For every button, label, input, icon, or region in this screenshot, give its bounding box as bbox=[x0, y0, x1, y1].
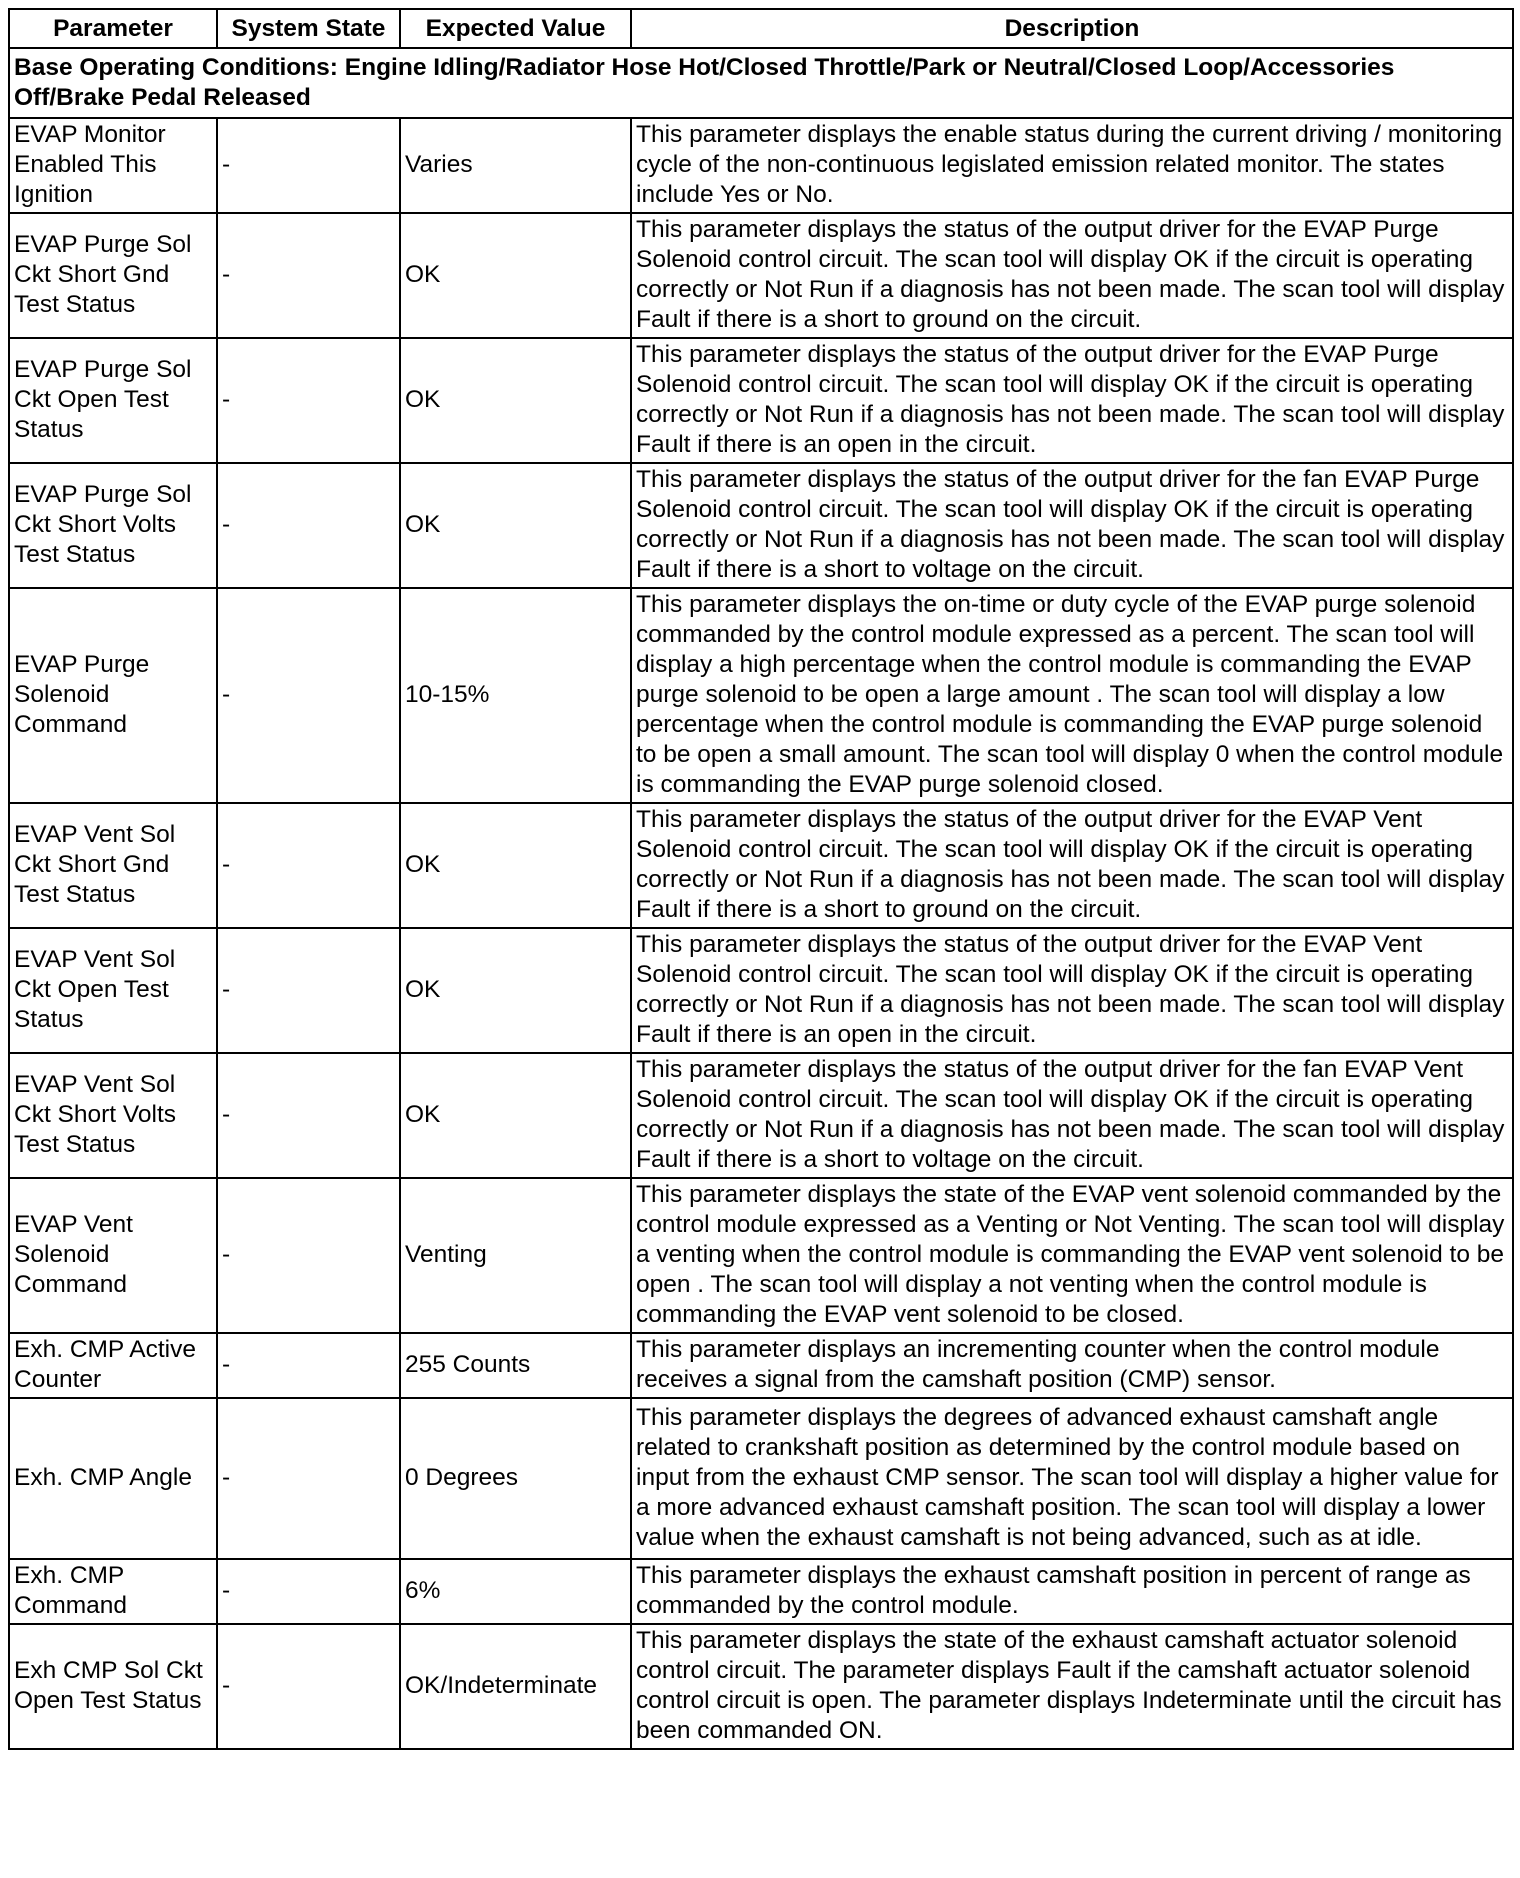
table-row bbox=[9, 1053, 1513, 1178]
cell-parameter: EVAP Vent Solenoid Command bbox=[9, 1178, 217, 1333]
header-parameter: Parameter bbox=[9, 9, 217, 48]
cell-parameter: Exh CMP Sol Ckt Open Test Status bbox=[9, 1624, 217, 1749]
cell-parameter: EVAP Purge Sol Ckt Short Volts Test Status bbox=[9, 463, 217, 588]
table-row bbox=[9, 1178, 1513, 1333]
cell-system-state: - bbox=[217, 1053, 400, 1178]
cell-system-state: - bbox=[217, 1559, 400, 1624]
cell-expected-value: 6% bbox=[400, 1559, 631, 1624]
header-system-state: System State bbox=[217, 9, 400, 48]
cell-description: This parameter displays the status of the output driver for the EVAP Vent Solenoid control circuit. The scan tool will display OK if the circuit is operating correctly or Not Run if a diagnosis has not been made. The scan tool will display Fault if there is a short to ground on the circuit. bbox=[631, 803, 1513, 928]
header-description: Description bbox=[631, 9, 1513, 48]
cell-expected-value: OK bbox=[400, 1053, 631, 1178]
cell-expected-value: Varies bbox=[400, 118, 631, 213]
cell-system-state: - bbox=[217, 803, 400, 928]
parameter-table bbox=[8, 8, 1514, 1750]
cell-system-state: - bbox=[217, 1178, 400, 1333]
cell-system-state: - bbox=[217, 213, 400, 338]
cell-description: This parameter displays the state of the EVAP vent solenoid commanded by the control module expressed as a Venting or Not Venting. The scan tool will display a venting when the control module is commanding the EVAP vent solenoid to be open . The scan tool will display a not venting when the control module is commanding the EVAP vent solenoid to be closed. bbox=[631, 1178, 1513, 1333]
cell-system-state: - bbox=[217, 588, 400, 803]
cell-expected-value: OK bbox=[400, 928, 631, 1053]
cell-description: This parameter displays the status of the output driver for the EVAP Vent Solenoid control circuit. The scan tool will display OK if the circuit is operating correctly or Not Run if a diagnosis has not been made. The scan tool will display Fault if there is an open in the circuit. bbox=[631, 928, 1513, 1053]
cell-expected-value: OK bbox=[400, 338, 631, 463]
cell-expected-value: OK bbox=[400, 803, 631, 928]
cell-expected-value: OK/Indeterminate bbox=[400, 1624, 631, 1749]
table-row bbox=[9, 1333, 1513, 1398]
header-expected-value: Expected Value bbox=[400, 9, 631, 48]
cell-system-state: - bbox=[217, 1333, 400, 1398]
cell-system-state: - bbox=[217, 118, 400, 213]
cell-parameter: EVAP Vent Sol Ckt Short Gnd Test Status bbox=[9, 803, 217, 928]
cell-parameter: Exh. CMP Angle bbox=[9, 1398, 217, 1559]
cell-description: This parameter displays the exhaust camshaft position in percent of range as commanded by the control module. bbox=[631, 1559, 1513, 1624]
cell-parameter: EVAP Monitor Enabled This Ignition bbox=[9, 118, 217, 213]
table-row bbox=[9, 1624, 1513, 1749]
conditions-row bbox=[9, 48, 1513, 118]
cell-system-state: - bbox=[217, 928, 400, 1053]
cell-system-state: - bbox=[217, 338, 400, 463]
table-row bbox=[9, 213, 1513, 338]
cell-description: This parameter displays the on-time or duty cycle of the EVAP purge solenoid commanded by the control module expressed as a percent. The scan tool will display a high percentage when the control module is commanding the EVAP purge solenoid to be open a large amount . The scan tool will display a low percentage when the control module is commanding the EVAP purge solenoid to be open a small amount. The scan tool will display 0 when the control module is commanding the EVAP purge solenoid closed. bbox=[631, 588, 1513, 803]
cell-parameter: EVAP Purge Sol Ckt Open Test Status bbox=[9, 338, 217, 463]
header-row bbox=[9, 9, 1513, 48]
cell-expected-value: OK bbox=[400, 213, 631, 338]
table-header bbox=[9, 9, 1513, 48]
cell-description: This parameter displays the state of the exhaust camshaft actuator solenoid control circuit. The parameter displays Fault if the camshaft actuator solenoid control circuit is open. The parameter displays Indeterminate until the circuit has been commanded ON. bbox=[631, 1624, 1513, 1749]
cell-parameter: EVAP Vent Sol Ckt Short Volts Test Status bbox=[9, 1053, 217, 1178]
cell-parameter: EVAP Purge Sol Ckt Short Gnd Test Status bbox=[9, 213, 217, 338]
cell-parameter: EVAP Purge Solenoid Command bbox=[9, 588, 217, 803]
table-row bbox=[9, 463, 1513, 588]
cell-expected-value: 10-15% bbox=[400, 588, 631, 803]
cell-description: This parameter displays the status of the output driver for the EVAP Purge Solenoid control circuit. The scan tool will display OK if the circuit is operating correctly or Not Run if a diagnosis has not been made. The scan tool will display Fault if there is a short to ground on the circuit. bbox=[631, 213, 1513, 338]
cell-description: This parameter displays the status of the output driver for the EVAP Purge Solenoid control circuit. The scan tool will display OK if the circuit is operating correctly or Not Run if a diagnosis has not been made. The scan tool will display Fault if there is an open in the circuit. bbox=[631, 338, 1513, 463]
table-body bbox=[9, 48, 1513, 1749]
cell-description: This parameter displays the enable status during the current driving / monitoring cycle of the non-continuous legislated emission related monitor. The states include Yes or No. bbox=[631, 118, 1513, 213]
cell-description: This parameter displays the degrees of advanced exhaust camshaft angle related to crankshaft position as determined by the control module based on input from the exhaust CMP sensor. The scan tool will display a higher value for a more advanced exhaust camshaft position. The scan tool will display a lower value when the exhaust camshaft is not being advanced, such as at idle. bbox=[631, 1398, 1513, 1559]
cell-description: This parameter displays the status of the output driver for the fan EVAP Purge Solenoid control circuit. The scan tool will display OK if the circuit is operating correctly or Not Run if a diagnosis has not been made. The scan tool will display Fault if there is a short to voltage on the circuit. bbox=[631, 463, 1513, 588]
table-row bbox=[9, 588, 1513, 803]
cell-expected-value: Venting bbox=[400, 1178, 631, 1333]
cell-parameter: Exh. CMP Active Counter bbox=[9, 1333, 217, 1398]
cell-description: This parameter displays the status of the output driver for the fan EVAP Vent Solenoid control circuit. The scan tool will display OK if the circuit is operating correctly or Not Run if a diagnosis has not been made. The scan tool will display Fault if there is a short to voltage on the circuit. bbox=[631, 1053, 1513, 1178]
table-row bbox=[9, 1398, 1513, 1559]
cell-expected-value: 0 Degrees bbox=[400, 1398, 631, 1559]
table-row bbox=[9, 338, 1513, 463]
cell-description: This parameter displays an incrementing counter when the control module receives a signal from the camshaft position (CMP) sensor. bbox=[631, 1333, 1513, 1398]
cell-system-state: - bbox=[217, 463, 400, 588]
cell-expected-value: 255 Counts bbox=[400, 1333, 631, 1398]
cell-expected-value: OK bbox=[400, 463, 631, 588]
table-row bbox=[9, 928, 1513, 1053]
document-page bbox=[8, 8, 1514, 1750]
table-row bbox=[9, 1559, 1513, 1624]
cell-system-state: - bbox=[217, 1398, 400, 1559]
cell-system-state: - bbox=[217, 1624, 400, 1749]
cell-parameter: Exh. CMP Command bbox=[9, 1559, 217, 1624]
base-operating-conditions: Base Operating Conditions: Engine Idling/Radiator Hose Hot/Closed Throttle/Park or Neutral/Closed Loop/Accessories Off/Brake Pedal Released bbox=[9, 48, 1513, 118]
cell-parameter: EVAP Vent Sol Ckt Open Test Status bbox=[9, 928, 217, 1053]
table-row bbox=[9, 803, 1513, 928]
table-row bbox=[9, 118, 1513, 213]
